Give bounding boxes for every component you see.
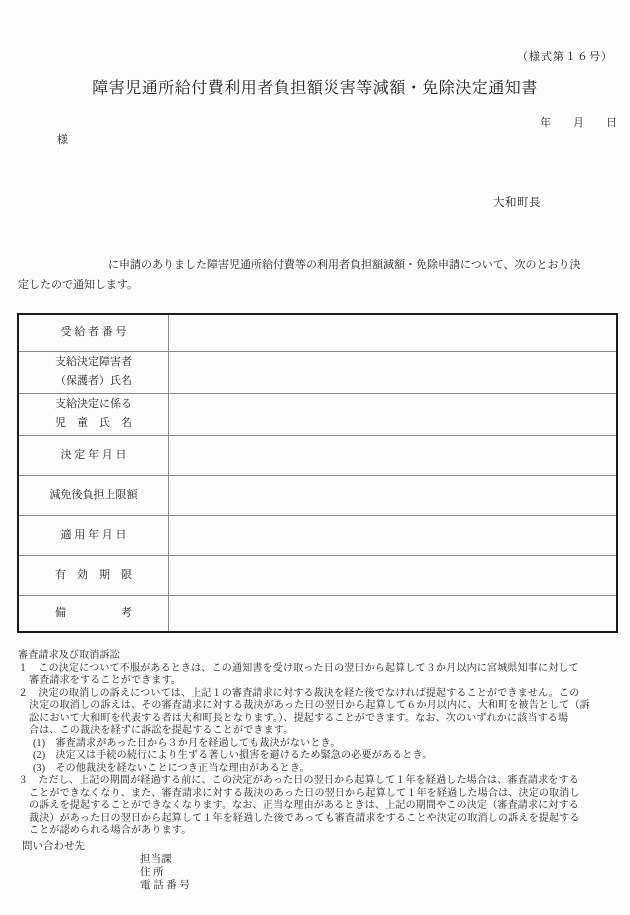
note-subitem: (2) 決定又は手続の続行により生ずる著しい損害を避けるため緊急の必要があるとき。 [33,750,433,761]
field-label-child-name: 支給決定に係る 児 童 氏 名 [18,393,169,435]
contact-phone: 電 話 番 号 [140,879,190,891]
note-line: ことができなくなり、また、審査請求に対する裁決のあった日の翌日から起算して１年を経過した場合は、決定の取消し [29,787,580,799]
addressee-suffix: 様 [57,134,68,146]
intro-paragraph [0,255,630,295]
note-line: 審査請求をすることができます。 [29,675,182,686]
field-value-application-date [169,515,618,555]
decision-details-table [17,313,618,633]
field-label-reduced-upper-limit: 減免後負担上限額 [18,475,169,515]
field-value-child-name [169,393,618,435]
note-line: 訟において大和町を代表する者は大和町長となります。）、提起することができます。なお、次のいずれかに該当する場 [29,712,569,724]
field-label-application-date: 適 用 年 月 日 [18,515,169,555]
table-row-valid-period [18,555,617,595]
field-label-remarks: 備 考 [18,595,169,632]
field-value-guardian-name [169,351,618,393]
form-number: （様式第１６号） [517,51,613,63]
note-line: 合は、この裁決を経ずに訴訟を提起することができます。 [29,725,294,736]
contact-block [0,853,630,892]
note-line: ３ ただし、上記の期間が経過する前に、この決定があった日の翌日から起算して１年を経過した場合は、審査請求をする [18,775,579,786]
field-label-valid-period: 有 効 期 限 [18,555,169,595]
field-value-decision-date [169,435,618,475]
intro-line-1: に申請のありました障害児通所給付費等の利用者負担額減額・免除申請について、次のとおり決 [108,259,581,271]
note-line: ２ 決定の取消しの訴えについては、上記１の審査請求に対する裁決を経た後でなければ提起することができません。この [18,687,580,699]
note-subitem: (1) 審査請求があった日から３か月を経過しても裁決がないとき。 [33,737,341,749]
field-value-reduced-upper-limit [169,475,618,515]
table-row-application-date [18,515,617,555]
appeal-notes-heading: 審査請求及び取消訴訟 [18,650,120,661]
field-label-guardian-name: 支給決定障害者 （保護者）氏名 [18,351,169,393]
note-line: 裁決）があった日の翌日から起算して１年を経過した後であっても審査請求をすることや決定の取消しの訴えを提起する [29,812,580,824]
addressee-line [0,133,630,147]
note-subitem: (3) その他裁決を経ないことにつき正当な理由があるとき。 [33,762,310,774]
issuer-name: 大和町長 [493,197,541,209]
note-line: １ この決定について不服があるときは、この通知書を受け取った日の翌日から起算して３か月以内に宮城県知事に対して [18,662,579,674]
note-line: の訴えを提起することができなくなります。なお、正当な理由があるときは、上記の期間やこの決定（審査請求に対する [29,800,579,811]
note-line: ことが認められる場合があります。 [29,825,192,836]
field-value-recipient-number [169,314,618,351]
field-label-decision-date: 決 定 年 月 日 [18,435,169,475]
table-row-guardian-name [18,351,617,393]
field-label-recipient-number: 受 給 者 番 号 [18,314,169,351]
table-row-child-name [18,393,617,435]
table-row-remarks [18,595,617,632]
contact-heading: 問い合わせ先 [22,840,85,852]
contact-department: 担当課 [140,853,172,865]
field-value-valid-period [169,555,618,595]
table-row-reduced-upper-limit [18,475,617,515]
appeal-notes [0,650,630,838]
intro-line-2: 定したので通知します。 [18,279,139,291]
table-row-recipient-number [18,314,617,351]
table-row-decision-date [18,435,617,475]
document-title: 障害児通所給付費利用者負担額災害等減額・免除決定通知書 [92,80,538,97]
date-line: 年 月 日 [540,117,617,129]
contact-address: 住 所 [140,866,164,878]
note-line: 決定の取消しの訴えは、その審査請求に対する裁決があった日の翌日から起算して６か月以内に、大和町を被告として（訴 [29,700,590,711]
field-value-remarks [169,595,618,632]
